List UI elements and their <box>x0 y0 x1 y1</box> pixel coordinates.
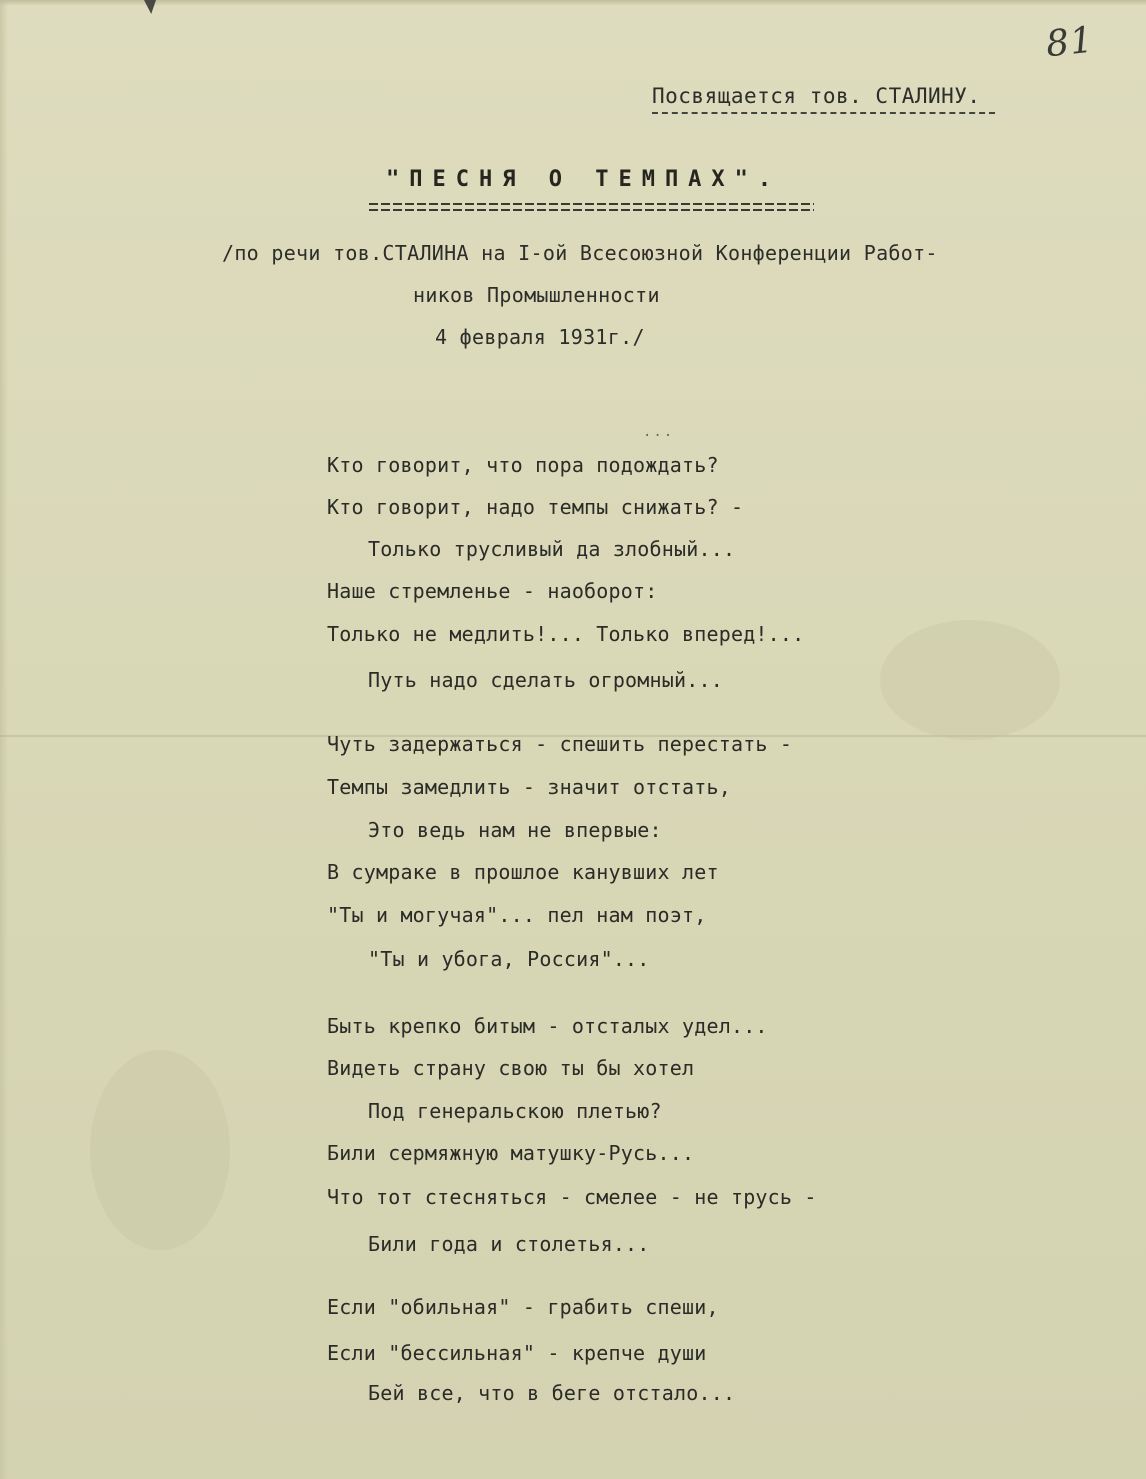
page-left-edge <box>0 0 8 1479</box>
verse-line: В сумраке в прошлое канувших лет <box>327 860 719 884</box>
verse-line: Если "обильная" - грабить спеши, <box>327 1295 719 1319</box>
verse-line: Только трусливый да злобный... <box>368 537 736 561</box>
verse-line: Чуть задержаться - спешить перестать - <box>327 732 793 756</box>
separator-dots: ... <box>643 424 675 440</box>
subtitle-date: 4 февраля 1931г./ <box>435 325 645 349</box>
handwritten-page-number: 81 <box>1043 19 1096 66</box>
dedication-text: Посвящается тов. СТАЛИНУ. <box>652 84 981 108</box>
verse-line: "Ты и убога, Россия"... <box>368 947 650 971</box>
subtitle-line-2: ников Промышленности <box>413 283 660 307</box>
verse-line: Только не медлить!... Только вперед!... <box>327 622 805 646</box>
verse-line: Темпы замедлить - значит отстать, <box>327 775 731 799</box>
verse-line: Кто говорит, надо темпы снижать? - <box>327 495 744 519</box>
paper-stain <box>90 1050 230 1250</box>
verse-line: Били сермяжную матушку-Русь... <box>327 1141 695 1165</box>
poem-title: "ПЕСНЯ О ТЕМПАХ". <box>386 167 782 192</box>
subtitle-line-1: /по речи тов.СТАЛИНА на I-ой Всесоюзной Конференции Работ- <box>222 241 938 265</box>
paper-stain <box>880 620 1060 740</box>
verse-line: Кто говорит, что пора подождать? <box>327 453 719 477</box>
dedication-underline <box>652 112 995 114</box>
verse-line: Под генеральскою плетью? <box>368 1099 662 1123</box>
verse-line: Путь надо сделать огромный... <box>368 668 723 692</box>
verse-line: Бей все, что в беге отстало... <box>368 1381 736 1405</box>
verse-line: Что тот стесняться - смелее - не трусь - <box>327 1185 817 1209</box>
title-double-rule <box>369 201 814 215</box>
corner-mark <box>144 0 156 14</box>
verse-line: Наше стремленье - наоборот: <box>327 579 658 603</box>
verse-line: Били года и столетья... <box>368 1232 650 1256</box>
verse-line: Быть крепко битым - отсталых удел... <box>327 1014 768 1038</box>
verse-line: Если "бессильная" - крепче души <box>327 1341 707 1365</box>
page-top-shadow <box>0 0 1146 6</box>
dedication <box>652 84 981 108</box>
verse-line: Это ведь нам не впервые: <box>368 818 662 842</box>
verse-line: Видеть страну свою ты бы хотел <box>327 1056 695 1080</box>
verse-line: "Ты и могучая"... пел нам поэт, <box>327 903 707 927</box>
